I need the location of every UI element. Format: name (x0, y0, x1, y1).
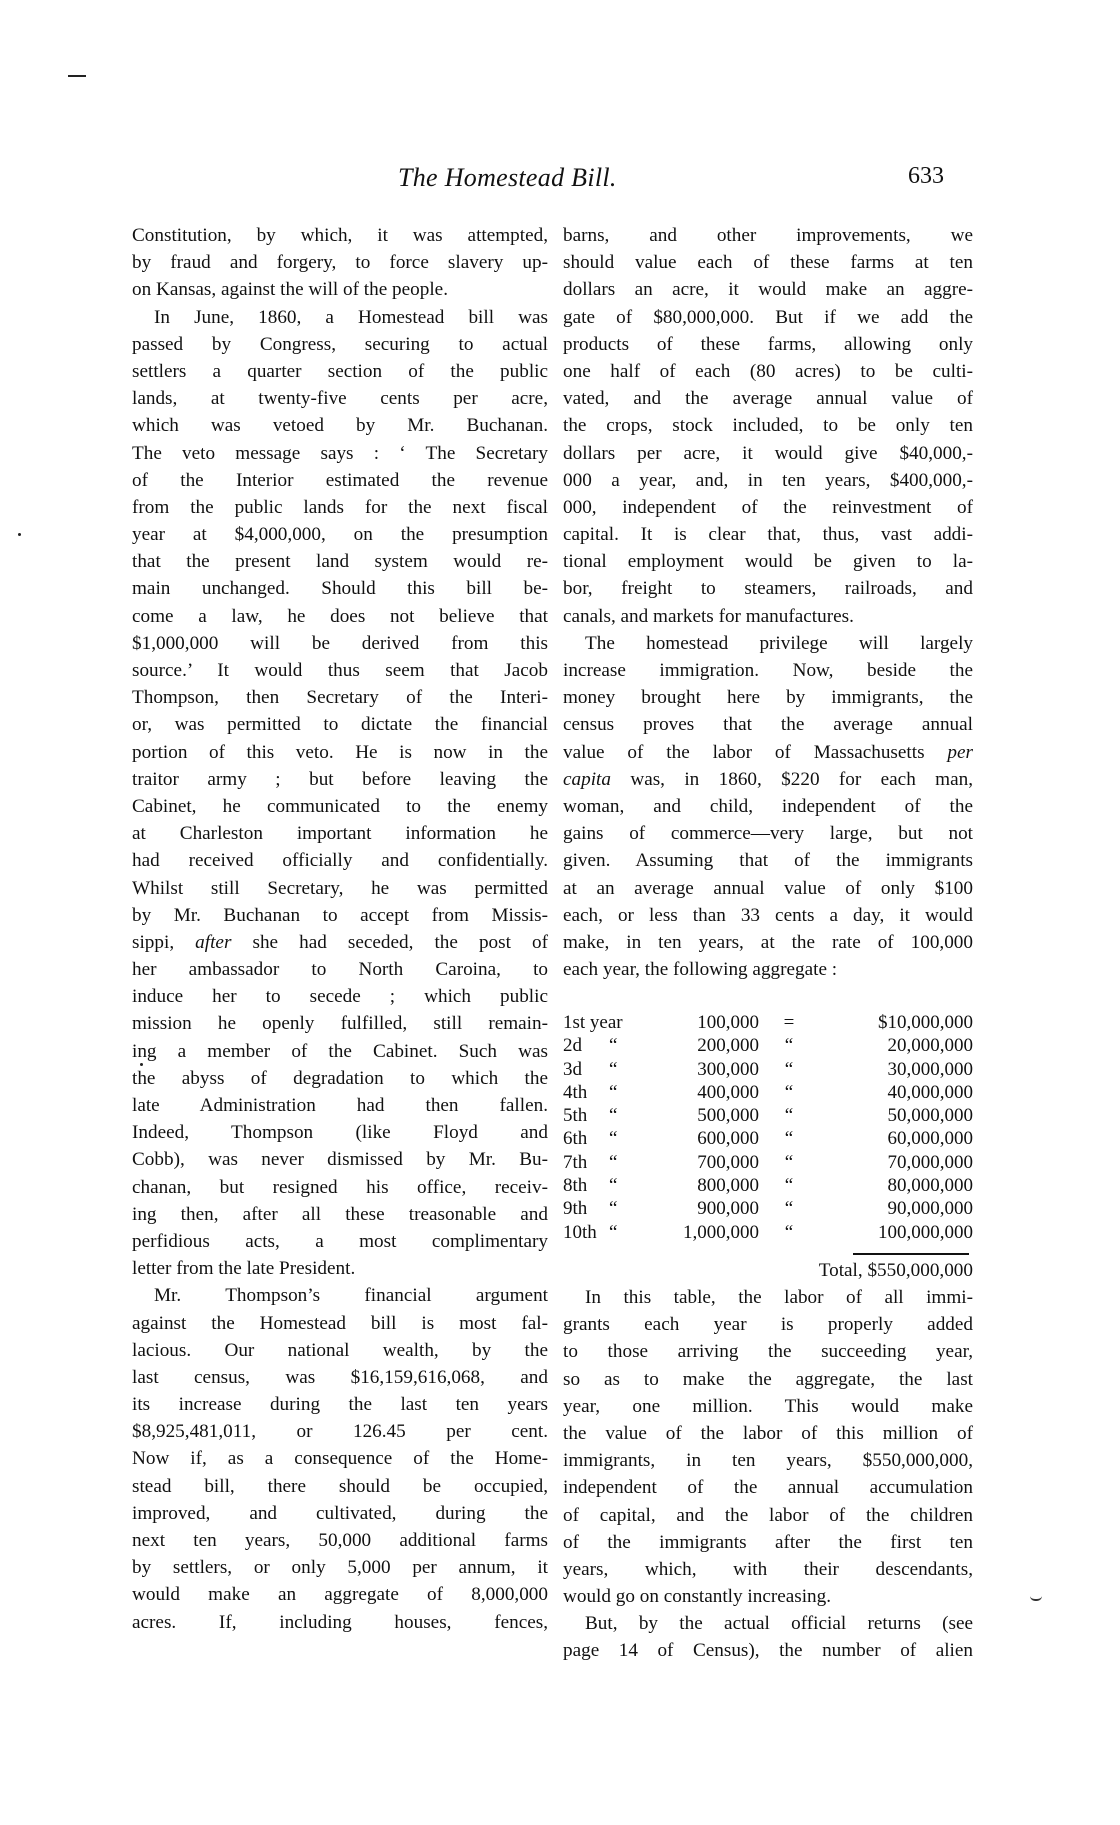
table-row (563, 1174, 973, 1197)
text-line: 000, independent of the reinvestment of (563, 496, 973, 518)
text-line: $8,925,481,011, or 126.45 per cent. (132, 1421, 548, 1443)
text-line: lands, at twenty-five cents per acre, (132, 388, 548, 410)
cell-ordinal: 9th (563, 1198, 588, 1220)
cell-sep: “ (784, 1198, 794, 1220)
text-line: perfidious acts, a most complimentary (132, 1230, 548, 1252)
text-line: Now if, as a consequence of the Home- (132, 1448, 548, 1470)
text-line: which was vetoed by Mr. Buchanan. (132, 415, 548, 437)
text-line: main unchanged. Should this bill be- (132, 578, 548, 600)
left-column (132, 222, 548, 1636)
running-head (0, 163, 1120, 197)
text-line: the crops, stock included, to be only ten (563, 415, 973, 437)
cell-ditto1: “ (609, 1151, 618, 1173)
text-line: products of these farms, allowing only (563, 333, 973, 355)
text-line: induce her to secede ; which public (132, 986, 548, 1008)
cell-ditto1: “ (609, 1105, 618, 1127)
cell-ordinal: 1st year (563, 1012, 623, 1033)
cell-ordinal: 4th (563, 1081, 588, 1103)
cell-value: 90,000,000 (887, 1198, 973, 1220)
immigration-aggregate-table (563, 1011, 973, 1244)
table-row (563, 1081, 973, 1104)
text-line: canals, and markets for manufactures. (563, 605, 854, 627)
italic-word: per (947, 741, 973, 763)
text-line: had received officially and confidentially. (132, 850, 548, 872)
text-line: increase immigration. Now, beside the (563, 660, 973, 681)
cell-ditto1: “ (609, 1221, 618, 1243)
cell-sep: “ (784, 1105, 794, 1127)
text-line: capita was, in 1860, $220 for each man, (563, 768, 973, 790)
table-row (563, 1104, 973, 1127)
table-row (563, 1197, 973, 1220)
text-line: at an average annual value of only $100 (563, 877, 973, 899)
cell-ditto1: “ (609, 1058, 618, 1080)
text-line: Thompson, then Secretary of the Interi- (132, 687, 548, 709)
cell-sep: “ (784, 1128, 794, 1150)
cell-value: 30,000,000 (887, 1058, 973, 1080)
text-line: would make an aggregate of 8,000,000 (132, 1584, 548, 1606)
cell-ordinal: 5th (563, 1105, 588, 1127)
cell-immigrants: 400,000 (697, 1081, 759, 1103)
cell-value: 60,000,000 (887, 1128, 973, 1150)
cell-sep: “ (784, 1035, 794, 1057)
text-line: page 14 of Census), the number of alien (563, 1640, 973, 1662)
text-line: grants each year is properly added (563, 1314, 973, 1336)
text-line: passed by Congress, securing to actual (132, 333, 548, 355)
text-line: money brought here by immigrants, the (563, 687, 973, 709)
text-line: each year, the following aggregate : (563, 959, 838, 981)
italic-word: capita (563, 768, 611, 790)
text-line: each, or less than 33 cents a day, it would (563, 904, 973, 926)
cell-immigrants: 600,000 (697, 1128, 759, 1150)
cell-value: 40,000,000 (887, 1081, 973, 1103)
text-line: settlers a quarter section of the public (132, 360, 548, 382)
table-row (563, 1221, 973, 1244)
cell-immigrants: 500,000 (697, 1105, 759, 1127)
text-line: 000 a year, and, in ten years, $400,000,- (563, 469, 973, 491)
text-line: dollars per acre, it would give $40,000,- (563, 442, 973, 464)
cell-value: 20,000,000 (887, 1035, 973, 1057)
text-line: source.’ It would thus seem that Jacob (132, 660, 548, 681)
text-line: value of the labor of Massachusetts per (563, 741, 973, 763)
text-line: In this table, the labor of all immi- (585, 1287, 973, 1308)
text-line: barns, and other improvements, we (563, 225, 973, 246)
text-line: against the Homestead bill is most fal- (132, 1312, 548, 1334)
right-column-bottom (563, 1284, 973, 1665)
running-title: The Homestead Bill. (398, 163, 617, 192)
text-line: The veto message says : ‘ The Secretary (132, 442, 548, 464)
cell-sep: “ (784, 1081, 794, 1103)
text-line: lacious. Our national wealth, by the (132, 1339, 548, 1361)
cell-sep: “ (784, 1175, 794, 1197)
text-line: would go on constantly increasing. (563, 1586, 832, 1608)
text-line: Cobb), was never dismissed by Mr. Bu- (132, 1149, 548, 1171)
text-line: In June, 1860, a Homestead bill was (154, 306, 548, 328)
text-line: stead bill, there should be occupied, (132, 1475, 548, 1497)
text-line: year, one million. This would make (563, 1395, 973, 1417)
cell-immigrants: 700,000 (697, 1151, 759, 1173)
table-total: Total, $550,000,000 (818, 1260, 973, 1281)
margin-mark (1030, 1596, 1042, 1601)
margin-mark (68, 75, 86, 77)
text-line: traitor army ; but before leaving the (132, 768, 548, 790)
cell-sep: = (783, 1012, 795, 1033)
text-line: But, by the actual official returns (see (585, 1613, 973, 1635)
cell-ditto1: “ (609, 1081, 618, 1103)
text-line: the value of the labor of this million of (563, 1422, 973, 1444)
text-line: by Mr. Buchanan to accept from Missis- (132, 904, 548, 926)
cell-immigrants: 100,000 (697, 1012, 759, 1033)
text-line: one half of each (80 acres) to be culti- (563, 360, 973, 382)
text-line: vated, and the average annual value of (563, 388, 973, 410)
cell-value: 80,000,000 (887, 1175, 973, 1197)
text-line: of the Interior estimated the revenue (132, 469, 548, 491)
cell-immigrants: 1,000,000 (683, 1221, 759, 1243)
text-line: given. Assuming that of the immigrants (563, 850, 973, 872)
text-line: late Administration had then fallen. (132, 1095, 548, 1116)
text-line: Constitution, by which, it was attempted, (132, 225, 548, 246)
text-line: gate of $80,000,000. But if we add the (563, 306, 973, 328)
text-line: portion of this veto. He is now in the (132, 741, 548, 763)
table-row (563, 1127, 973, 1150)
text-line: ing a member of the Cabinet. Such was (132, 1040, 548, 1062)
cell-ordinal: 3d (563, 1058, 582, 1080)
text-line: sippi, after she had seceded, the post of (132, 931, 548, 953)
text-line: $1,000,000 will be derived from this (132, 632, 548, 654)
cell-ditto1: “ (609, 1198, 618, 1220)
cell-value: 70,000,000 (887, 1151, 973, 1173)
text-line: come a law, he does not believe that (132, 605, 548, 627)
text-line: tional employment would be given to la- (563, 551, 973, 573)
text-line: census proves that the average annual (563, 714, 973, 736)
text-line: make, in ten years, at the rate of 100,000 (563, 931, 973, 953)
text-line: Whilst still Secretary, he was permitted (132, 877, 548, 899)
text-line: bor, freight to steamers, railroads, and (563, 578, 973, 600)
text-line: should value each of these farms at ten (563, 252, 973, 274)
cell-ditto1: “ (609, 1175, 618, 1197)
text-line: dollars an acre, it would make an aggre- (563, 279, 973, 301)
text-line: from the public lands for the next fiscal (132, 496, 548, 518)
text-line: ing then, after all these treasonable and (132, 1203, 548, 1225)
total-rule (853, 1253, 969, 1255)
cell-value: 50,000,000 (887, 1105, 973, 1127)
text-line: Mr. Thompson’s financial argument (154, 1285, 548, 1307)
table-row (563, 1011, 973, 1034)
text-line: capital. It is clear that, thus, vast addi- (563, 524, 973, 546)
table-row (563, 1151, 973, 1174)
cell-immigrants: 200,000 (697, 1035, 759, 1057)
table-row (563, 1058, 973, 1081)
text-line: acres. If, including houses, fences, (132, 1611, 548, 1633)
text-line: to those arriving the succeeding year, (563, 1341, 973, 1363)
text-line: improved, and cultivated, during the (132, 1502, 548, 1524)
text-line: on Kansas, against the will of the people. (132, 279, 448, 301)
text-line: her ambassador to North Caroina, to (132, 959, 548, 981)
text-line: next ten years, 50,000 additional farms (132, 1530, 548, 1551)
text-line: that the present land system would re- (132, 551, 548, 573)
text-line: by fraud and forgery, to force slavery up- (132, 252, 548, 274)
text-line: at Charleston important information he (132, 823, 548, 845)
cell-ordinal: 6th (563, 1128, 588, 1150)
text-line: chanan, but resigned his office, receiv- (132, 1176, 548, 1198)
cell-value: 100,000,000 (878, 1221, 973, 1243)
cell-ordinal: 7th (563, 1151, 588, 1173)
text-line: the abyss of degradation to which the (132, 1067, 548, 1089)
cell-immigrants: 300,000 (697, 1058, 759, 1080)
text-line: gains of commerce—very large, but not (563, 823, 973, 845)
cell-ordinal: 8th (563, 1175, 588, 1197)
table-row (563, 1034, 973, 1057)
text-line: so as to make the aggregate, the last (563, 1368, 973, 1390)
text-line: last census, was $16,159,616,068, and (132, 1366, 548, 1388)
text-line: by settlers, or only 5,000 per annum, it (132, 1557, 548, 1579)
text-line: of capital, and the labor of the children (563, 1504, 973, 1526)
text-line: its increase during the last ten years (132, 1394, 548, 1416)
cell-immigrants: 800,000 (697, 1175, 759, 1197)
text-line: Cabinet, he communicated to the enemy (132, 795, 548, 817)
cell-ditto1: “ (609, 1128, 618, 1150)
text-line: or, was permitted to dictate the financial (132, 714, 548, 736)
cell-sep: “ (784, 1221, 794, 1243)
text-line: The homestead privilege will largely (585, 632, 973, 654)
cell-ordinal: 10th (563, 1221, 597, 1243)
margin-speck (18, 533, 21, 536)
cell-sep: “ (784, 1058, 794, 1080)
text-line: year at $4,000,000, on the presumption (132, 524, 548, 546)
cell-sep: “ (784, 1151, 794, 1173)
text-line: woman, and child, independent of the (563, 795, 973, 817)
text-line: independent of the annual accumulation (563, 1477, 973, 1499)
text-line: years, which, with their descendants, (563, 1558, 973, 1580)
page-number: 633 (908, 163, 944, 189)
text-line: Indeed, Thompson (like Floyd and (132, 1122, 548, 1144)
cell-immigrants: 900,000 (697, 1198, 759, 1220)
text-line: mission he openly fulfilled, still remain- (132, 1013, 548, 1035)
text-line: of the immigrants after the first ten (563, 1531, 973, 1553)
text-line: letter from the late President. (132, 1258, 356, 1280)
italic-word: after (195, 931, 232, 953)
cell-ordinal: 2d (563, 1035, 582, 1057)
right-column-top (563, 222, 973, 983)
cell-ditto1: “ (609, 1035, 618, 1057)
cell-value: $10,000,000 (878, 1012, 973, 1033)
text-line: immigrants, in ten years, $550,000,000, (563, 1450, 973, 1472)
